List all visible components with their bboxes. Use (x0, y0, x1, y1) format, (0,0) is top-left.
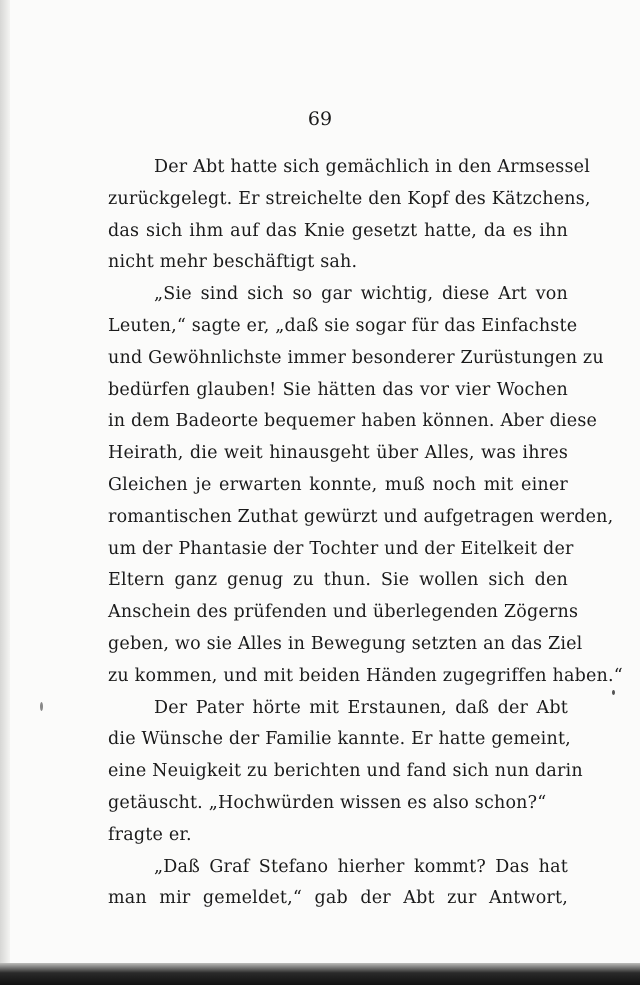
text-line: man mir gemeldet,“ gab der Abt zur Antwort, (108, 888, 568, 909)
text-line: Anschein des prüfenden und überlegenden Zögerns (108, 602, 579, 623)
page-number: 69 (307, 108, 333, 130)
text-line: getäuscht. „Hochwürden wissen es also schon?“ (108, 792, 547, 813)
text-line: Leuten,“ sagte er, „daß sie sogar für das Einfachste (108, 315, 578, 336)
text-line: das sich ihm auf das Knie gesetzt hatte, da es ihn (108, 220, 568, 241)
text-line: geben, wo sie Alles in Bewegung setzten an das Ziel (108, 633, 583, 654)
text-line: zu kommen, und mit beiden Händen zugegriffen haben.“ (108, 665, 623, 686)
text-line: fragte er. (108, 824, 192, 845)
text-line: romantischen Zuthat gewürzt und aufgetragen werden, (108, 506, 614, 527)
text-line: um der Phantasie der Tochter und der Eitelkeit der (108, 538, 574, 559)
text-line: Heirath, die weit hinausgeht über Alles, was ihres (108, 443, 568, 464)
text-line: nicht mehr beschäftigt sah. (108, 252, 358, 273)
text-line: eine Neuigkeit zu berichten und fand sich nun darin (108, 761, 583, 782)
text-line: in dem Badeorte bequemer haben können. Aber diese (108, 411, 598, 432)
text-line: und Gewöhnlichste immer besonderer Zurüstungen zu (108, 347, 604, 368)
text-line: die Wünsche der Familie kannte. Er hatte gemeint, (108, 729, 571, 750)
text-line: Der Pater hörte mit Erstaunen, daß der Abt (154, 697, 568, 718)
text-line: „Daß Graf Stefano hierher kommt? Das hat (154, 856, 568, 877)
page-gutter-shadow (0, 0, 10, 985)
page-bottom-edge (0, 963, 640, 985)
body-text (108, 152, 623, 915)
text-line: „Sie sind sich so gar wichtig, diese Art von (154, 284, 568, 305)
text-line: zurückgelegt. Er streichelte den Kopf des Kätzchens, (108, 188, 591, 209)
text-line: Gleichen je erwarten konnte, muß noch mit einer (108, 474, 568, 495)
text-line: Eltern ganz genug zu thun. Sie wollen sich den (108, 570, 568, 591)
text-line: Der Abt hatte sich gemächlich in den Armsessel (154, 157, 591, 177)
ink-speck (40, 702, 43, 711)
ink-speck (612, 690, 615, 695)
text-line: bedürfen glauben! Sie hätten das vor vier Wochen (108, 379, 568, 400)
